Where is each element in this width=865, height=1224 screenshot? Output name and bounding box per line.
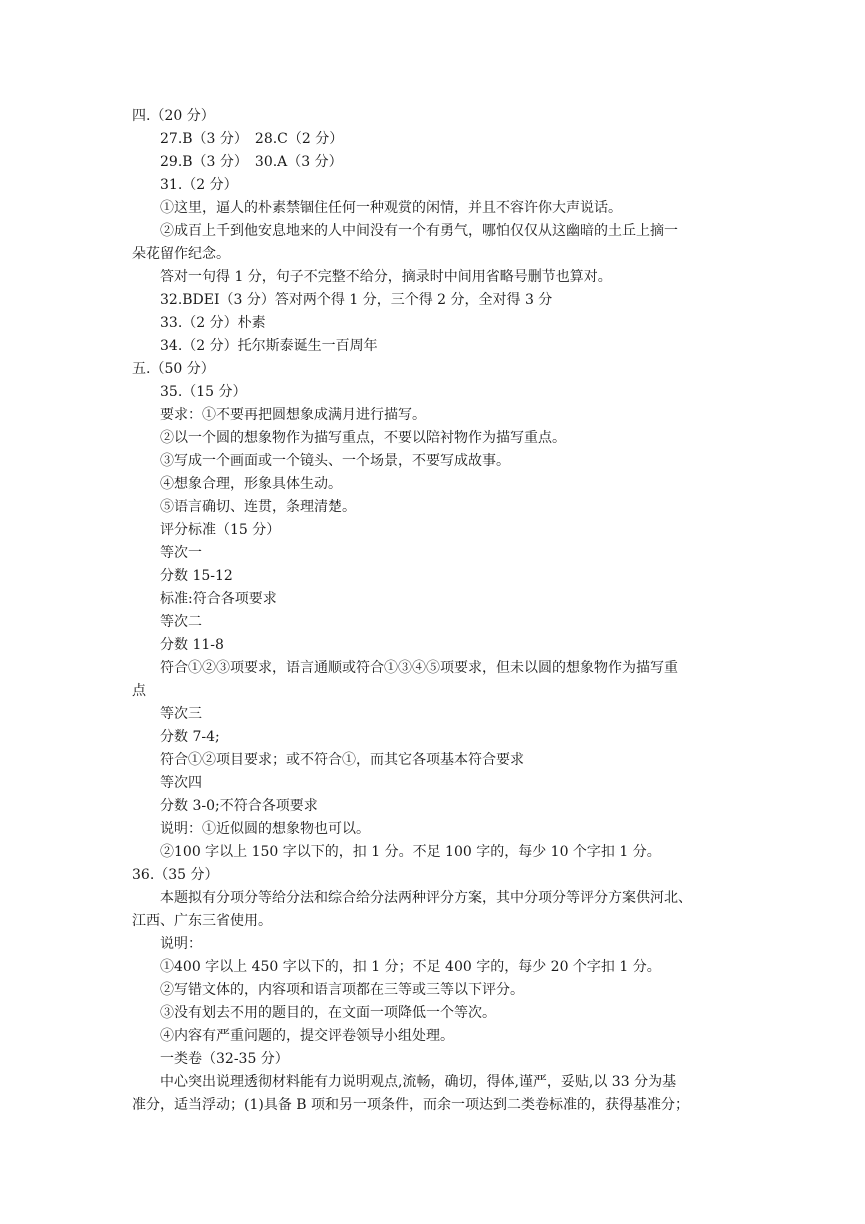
text-line: 等次一 (160, 545, 202, 561)
text-line: 本题拟有分项分等给分法和综合给分法两种评分方案，其中分项分等评分方案供河北、 (160, 890, 692, 906)
answer-line: 33.（2 分）朴素 (160, 315, 266, 331)
answer-line: 27.B（3 分） 28.C（2 分） (160, 131, 344, 147)
text-line: 朵花留作纪念。 (132, 246, 230, 262)
text-line: 分数 11-8 (160, 637, 224, 653)
text-line: 符合①②③项要求，语言通顺或符合①③④⑤项要求，但未以圆的想象物作为描写重 (160, 660, 678, 676)
text-line: 等次四 (160, 775, 202, 791)
question-heading: 35.（15 分） (160, 384, 247, 400)
text-line: ①这里，逼人的朴素禁锢住任何一种观赏的闲情，并且不容许你大声说话。 (160, 200, 622, 216)
text-line: ③写成一个画面或一个镜头、一个场景，不要写成故事。 (160, 453, 510, 469)
answer-line: 34.（2 分）托尔斯泰诞生一百周年 (160, 338, 378, 354)
text-line: ④想象合理，形象具体生动。 (160, 476, 342, 492)
text-line: 准分，适当浮动；(1)具备 B 项和另一项条件，而余一项达到二类卷标准的，获得基准分； (132, 1097, 690, 1113)
text-line: 中心突出说理透彻材料能有力说明观点,流畅，确切，得体,谨严，妥贴,以 33 分为基 (160, 1074, 677, 1090)
text-line: 分数 7-4; (160, 729, 220, 745)
text-line: 说明：①近似圆的想象物也可以。 (160, 821, 370, 837)
text-line: 评分标准（15 分） (160, 522, 281, 538)
text-line: ②以一个圆的想象物作为描写重点，不要以陪衬物作为描写重点。 (160, 430, 566, 446)
text-line: ②成百上千到他安息地来的人中间没有一个有勇气，哪怕仅仅从这幽暗的土丘上摘一 (160, 223, 678, 239)
text-line: ②100 字以上 150 字以下的，扣 1 分。不足 100 字的，每少 10 个字扣 1 分。 (160, 844, 661, 860)
section-heading: 四.（20 分） (132, 108, 215, 124)
text-line: 等次二 (160, 614, 202, 630)
text-line: 符合①②项目要求；或不符合①，而其它各项基本符合要求 (160, 752, 524, 768)
text-line: ③没有划去不用的题目的，在文面一项降低一个等次。 (160, 1005, 496, 1021)
section-heading: 五.（50 分） (132, 361, 215, 377)
text-line: 分数 3-0;不符合各项要求 (160, 798, 318, 814)
text-line: 答对一句得 1 分，句子不完整不给分，摘录时中间用省略号删节也算对。 (160, 269, 612, 285)
text-line: 分数 15-12 (160, 568, 233, 584)
text-line: 江西、广东三省使用。 (132, 913, 272, 929)
question-heading: 36.（35 分） (132, 867, 219, 883)
text-line: 一类卷（32-35 分） (160, 1051, 289, 1067)
text-line: 标准:符合各项要求 (160, 591, 277, 607)
text-line: 要求：①不要再把圆想象成满月进行描写。 (160, 407, 426, 423)
answer-line: 32.BDEI（3 分）答对两个得 1 分，三个得 2 分，全对得 3 分 (160, 292, 553, 308)
question-heading: 31.（2 分） (160, 177, 238, 193)
text-line: 点 (132, 683, 146, 699)
text-line: 说明： (160, 936, 202, 952)
text-line: ②写错文体的，内容项和语言项都在三等或三等以下评分。 (160, 982, 524, 998)
text-line: ④内容有严重问题的，提交评卷领导小组处理。 (160, 1028, 454, 1044)
text-line: 等次三 (160, 706, 202, 722)
answer-line: 29.B（3 分） 30.A（3 分） (160, 154, 343, 170)
text-line: ⑤语言确切、连贯，条理清楚。 (160, 499, 356, 515)
text-line: ①400 字以上 450 字以下的，扣 1 分；不足 400 字的，每少 20 个字扣 1 分。 (160, 959, 661, 975)
